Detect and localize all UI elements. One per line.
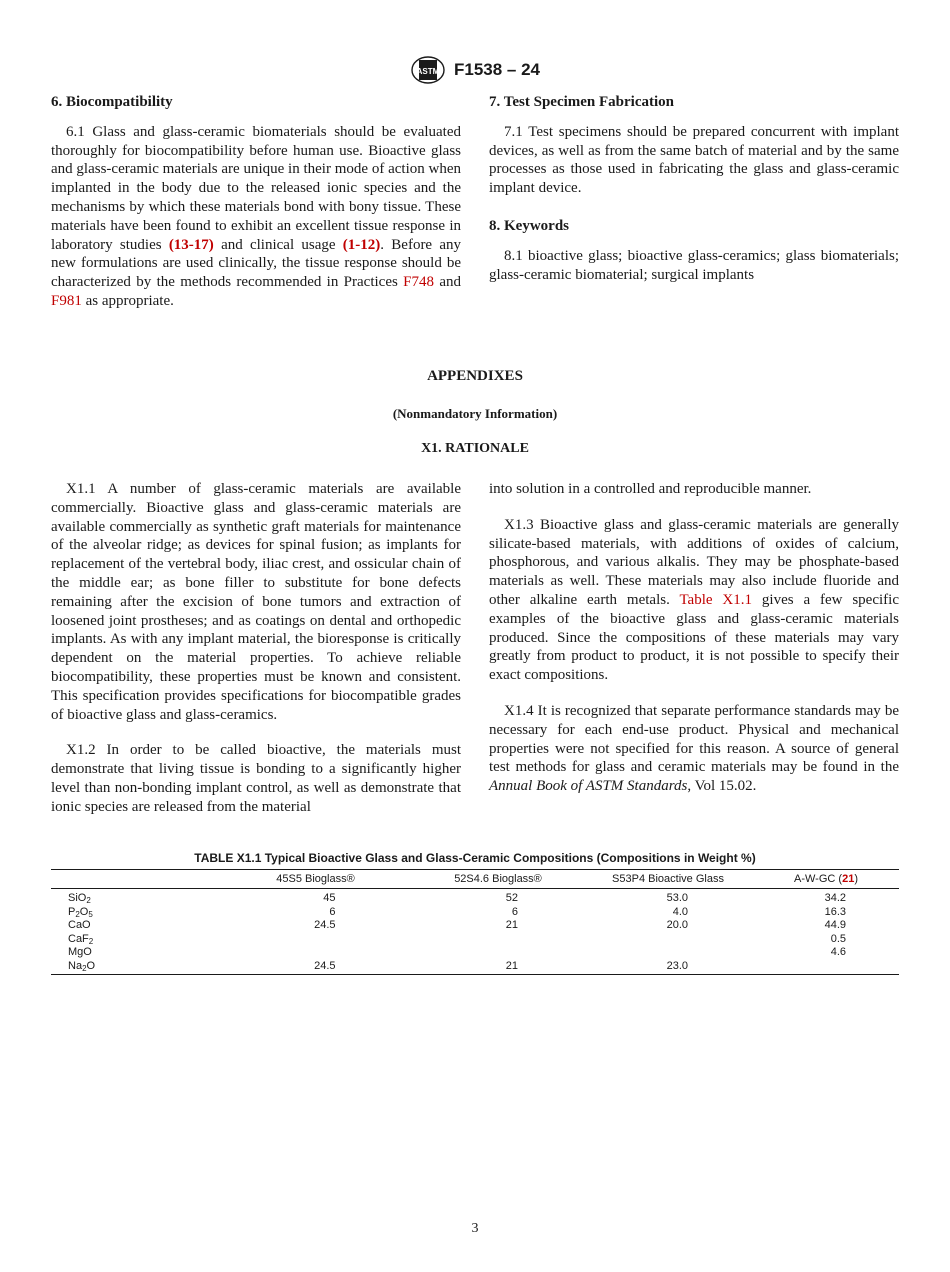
para-x1-2-continued: into solution in a controlled and reproducible manner. xyxy=(489,481,812,497)
section-8-title: 8. Keywords xyxy=(489,217,569,234)
reference-21[interactable]: 21 xyxy=(842,873,855,885)
link-f748[interactable]: F748 xyxy=(403,274,434,291)
table-row xyxy=(51,960,899,975)
table-cell: 6 xyxy=(511,905,518,918)
table-cell: 24.5 xyxy=(314,959,336,972)
para-6-1: 6.1 Glass and glass-ceramic biomaterials should be evaluated thoroughly for biocompatibility before human use. Bioactive glass and glass-ceramic materials are unique in their mode of action when implanted in the body due to the released ionic species and the mechanisms by which these materials bond with bony tissue. These materials have been found to exhibit an excellent tissue response in laboratory studies (13-17) and clinical usage (1-12). Before any new formulations are used clinically, the tissue response should be characterized by the methods recommended in Practices F748 and F981 as appropriate. xyxy=(51,123,461,309)
reference-1-12[interactable]: (1-12) xyxy=(342,236,381,253)
table-cell: 21 xyxy=(505,919,518,931)
link-table-x1-1[interactable]: Table X1.1 xyxy=(679,591,753,608)
table-x1-1 xyxy=(51,851,899,975)
page-number: 3 xyxy=(471,1221,479,1236)
para-x1-4: X1.4 It is recognized that separate performance standards may be necessary for each end-use product. Physical and mechanical properties were not specified for this reason. A source of general test methods for glass and ceramic materials may be found in the Annual Book of ASTM Standards, Vol 15.02. xyxy=(489,702,899,795)
component-cell: SiO$_2$ xyxy=(68,892,91,905)
table-cell: 0.5 xyxy=(830,932,846,945)
table-header-row xyxy=(51,870,899,889)
table-cell: 4.0 xyxy=(672,905,688,918)
table-cell: 45 xyxy=(323,892,336,904)
para-x1-1: X1.1 A number of glass-ceramic materials are available commercially. Bioactive glass and glass-ceramic materials are available commercially as synthetic graft materials for maintenance of the alveolar ridge; as devices for spinal fusion; as implants for replacement of the vertebral body, iliac crest, and ossicular chain of the middle ear; as bone filler to substitute for bone defects remaining after the excision of bone tumors and extraction of loosened joint prostheses; and as coatings on dental and orthopedic implants. As with any implant material, the bioresponse is critically dependent on the material properties. To achieve reliable biocompatibility, these properties must be known and consistent. This specification provides specifications for biocompatible grades of bioactive glass and glass-ceramics. xyxy=(51,481,461,723)
component-cell: MgO xyxy=(68,946,92,958)
reference-13-17[interactable]: (13-17) xyxy=(168,236,214,253)
table-header-cell: A-W-GC (21) xyxy=(794,873,858,885)
table-header-cell: 45S5 Bioglass® xyxy=(276,873,355,885)
table-row xyxy=(51,919,899,933)
svg-text:ASTM: ASTM xyxy=(416,67,440,76)
x1-right-column xyxy=(489,480,899,796)
appendix-title: APPENDIXES xyxy=(427,368,523,384)
table-header-cell xyxy=(51,870,218,889)
section-7-8 xyxy=(489,93,899,284)
standard-designation: F1538 – 24 xyxy=(453,60,540,79)
x1-left-column xyxy=(51,480,461,817)
para-x1-3: X1.3 Bioactive glass and glass-ceramic materials are generally silicate-based materials, with additions of oxides of calcium, phosphorous, and various alkalis. They may be phosphate-based materials as well. These materials may also include fluoride and other alkaline earth metals. Table X1.1 gives a few specific examples of the bioactive glass and glass-ceramic materials produced. Since the compositions of these materials may vary greatly from product to product, it is not possible to specify their exact compositions. xyxy=(489,516,899,684)
section-6 xyxy=(51,93,461,311)
table-cell: 52 xyxy=(505,892,518,904)
table-cell: 4.6 xyxy=(830,946,846,958)
table-cell: 44.9 xyxy=(824,919,846,931)
astm-logo-icon xyxy=(410,55,446,85)
table-cell: 6 xyxy=(329,905,336,918)
table-cell: 20.0 xyxy=(666,919,688,931)
link-f981[interactable]: F981 xyxy=(51,292,82,309)
table-title: TABLE X1.1 Typical Bioactive Glass and Glass-Ceramic Compositions (Compositions in Weight %) xyxy=(194,851,756,865)
component-cell: CaO xyxy=(68,919,91,931)
para-8-1: 8.1 bioactive glass; bioactive glass-ceramics; glass biomaterials; glass-ceramic biomaterial; surgical implants xyxy=(489,247,899,283)
table-row xyxy=(51,946,899,960)
para-7-1: 7.1 Test specimens should be prepared concurrent with implant devices, as well as from the same batch of material and by the same processes as those used in fabricating the glass and glass-ceramic implant device. xyxy=(489,123,899,197)
component-cell: $P_2O_5$ xyxy=(68,905,93,919)
table-cell: 34.2 xyxy=(824,892,846,904)
section-6-title: 6. Biocompatibility xyxy=(51,94,173,110)
appendix-x1-title: X1. RATIONALE xyxy=(421,441,529,456)
table-row xyxy=(51,933,899,947)
appendix-subtitle: (Nonmandatory Information) xyxy=(392,406,558,421)
para-x1-2: X1.2 In order to be called bioactive, the materials must demonstrate that living tissue is bonding to a significantly higher level than non-bonding implant control, as well as demonstrate that ionic species are released from the material xyxy=(51,742,461,815)
component-cell: $Na_2O$ xyxy=(68,959,96,973)
table-header-cell: S53P4 Bioactive Glass xyxy=(612,873,724,885)
table-header-cell: 52S4.6 Bioglass® xyxy=(454,873,542,885)
document-header xyxy=(0,55,950,85)
section-7-title: 7. Test Specimen Fabrication xyxy=(489,94,675,110)
table-cell: 23.0 xyxy=(666,959,688,972)
table-row xyxy=(51,889,899,906)
component-cell: CaF$_2$ xyxy=(68,932,94,946)
table-cell: 21 xyxy=(505,959,518,972)
composition-table xyxy=(51,869,899,975)
table-cell: 53.0 xyxy=(666,892,688,904)
table-row xyxy=(51,906,899,920)
table-cell: 24.5 xyxy=(314,919,336,931)
table-cell: 16.3 xyxy=(824,905,846,918)
